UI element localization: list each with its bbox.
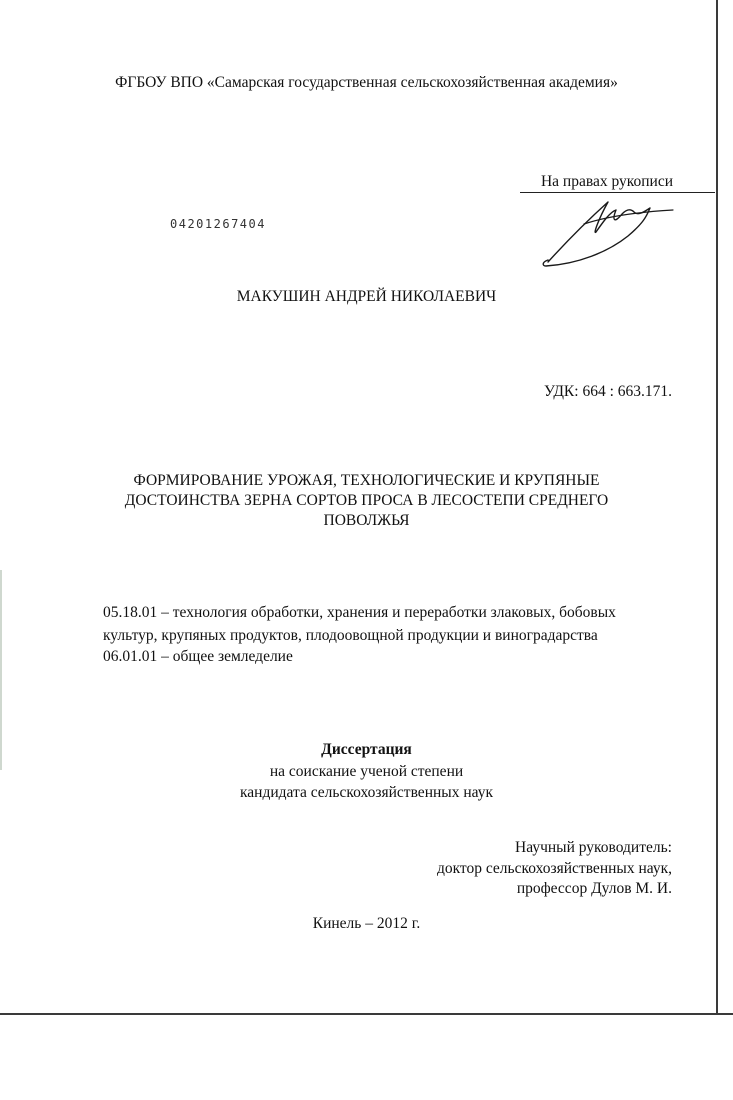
manuscript-rights-note: На правах рукописи bbox=[540, 173, 673, 190]
udk-code: УДК: 664 : 663.171. bbox=[543, 383, 672, 400]
dissertation-title bbox=[0, 471, 733, 531]
supervisor-name: профессор Дулов М. И. bbox=[516, 880, 672, 897]
barcode-number: 04201267404 bbox=[170, 217, 266, 231]
supervisor-label: Научный руководитель: bbox=[515, 839, 672, 856]
author-name: МАКУШИН АНДРЕЙ НИКОЛАЕВИЧ bbox=[236, 288, 497, 305]
specialty-line: 06.01.01 – общее земледелие bbox=[103, 648, 293, 665]
degree-line: кандидата сельскохозяйственных наук bbox=[240, 784, 493, 801]
dissertation-heading: Диссертация bbox=[321, 741, 412, 758]
specialty-line: культур, крупяных продуктов, плодоовощной продукции и виноградарства bbox=[103, 627, 598, 644]
city-year: Кинель – 2012 г. bbox=[312, 915, 421, 932]
supervisor-degree: доктор сельскохозяйственных наук, bbox=[436, 860, 672, 877]
specialty-line: 05.18.01 – технология обработки, хранения и переработки злаковых, бобовых bbox=[103, 604, 616, 621]
title-line: ПОВОЛЖЬЯ bbox=[323, 512, 410, 529]
signature-mark bbox=[538, 190, 678, 270]
title-line: ДОСТОИНСТВА ЗЕРНА СОРТОВ ПРОСА В ЛЕСОСТЕПИ СРЕДНЕГО bbox=[124, 492, 609, 509]
degree-line: на соискание ученой степени bbox=[269, 763, 464, 780]
organization-header: ФГБОУ ВПО «Самарская государственная сельскохозяйственная академия» bbox=[115, 74, 618, 91]
scan-edge-bottom bbox=[0, 1013, 733, 1015]
title-line: ФОРМИРОВАНИЕ УРОЖАЯ, ТЕХНОЛОГИЧЕСКИЕ И КРУПЯНЫЕ bbox=[133, 472, 600, 489]
